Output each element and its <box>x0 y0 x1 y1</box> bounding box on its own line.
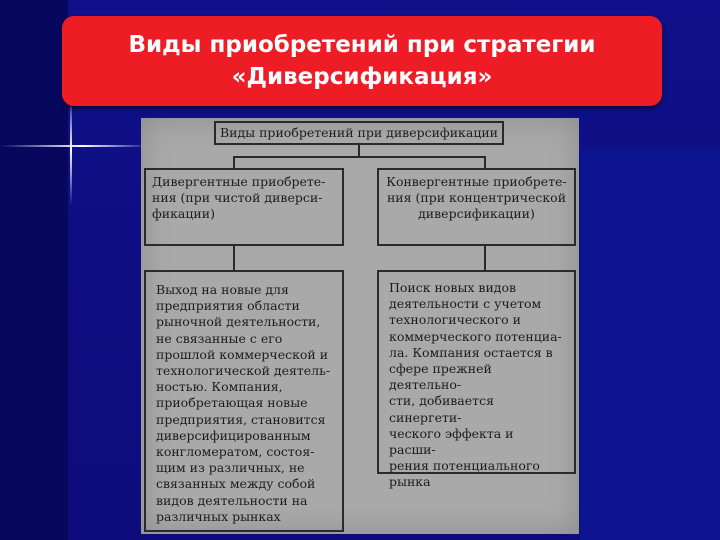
connector-right-down <box>484 156 486 168</box>
background-right-band <box>580 150 720 540</box>
connector-left-down <box>233 156 235 168</box>
node-acquisition-types: Виды приобретений при диверсификации <box>214 121 504 145</box>
diagram-scan <box>141 118 579 534</box>
slide-title-line-1: Виды приобретений при стратегии <box>128 32 596 58</box>
node-convergent-description: Поиск новых видов деятельности с учетом технологического и коммерческого потенциа- ла. Компания остается в сфере прежней деятельно- сти, добивается синергети- ческого эффекта и расши- рения потенциального рынка <box>377 270 576 474</box>
connector-horizontal <box>233 156 486 158</box>
connector-right-mid-bottom <box>484 246 486 270</box>
node-divergent-description: Выход на новые для предприятия области рыночной деятельности, не связанные с его прошлой коммерческой и технологической деятель- ностью. Компания, приобретающая новые предприятия, становится диверсифицированным конгломератом, состоя- щим из различных, не связанных между собой видов деятельности на различных рынках <box>144 270 344 532</box>
slide-title-line-2: «Диверсификация» <box>231 64 493 90</box>
node-divergent-acquisitions: Дивергентные приобрете- ния (при чистой диверси- фикации) <box>144 168 344 246</box>
background-left-band <box>0 0 68 540</box>
connector-left-mid-bottom <box>233 246 235 270</box>
slide-title-box <box>62 16 662 106</box>
light-flare-horizontal <box>0 145 150 147</box>
light-flare-vertical <box>70 95 72 205</box>
node-convergent-acquisitions: Конвергентные приобрете- ния (при концентрической диверсификации) <box>377 168 576 246</box>
